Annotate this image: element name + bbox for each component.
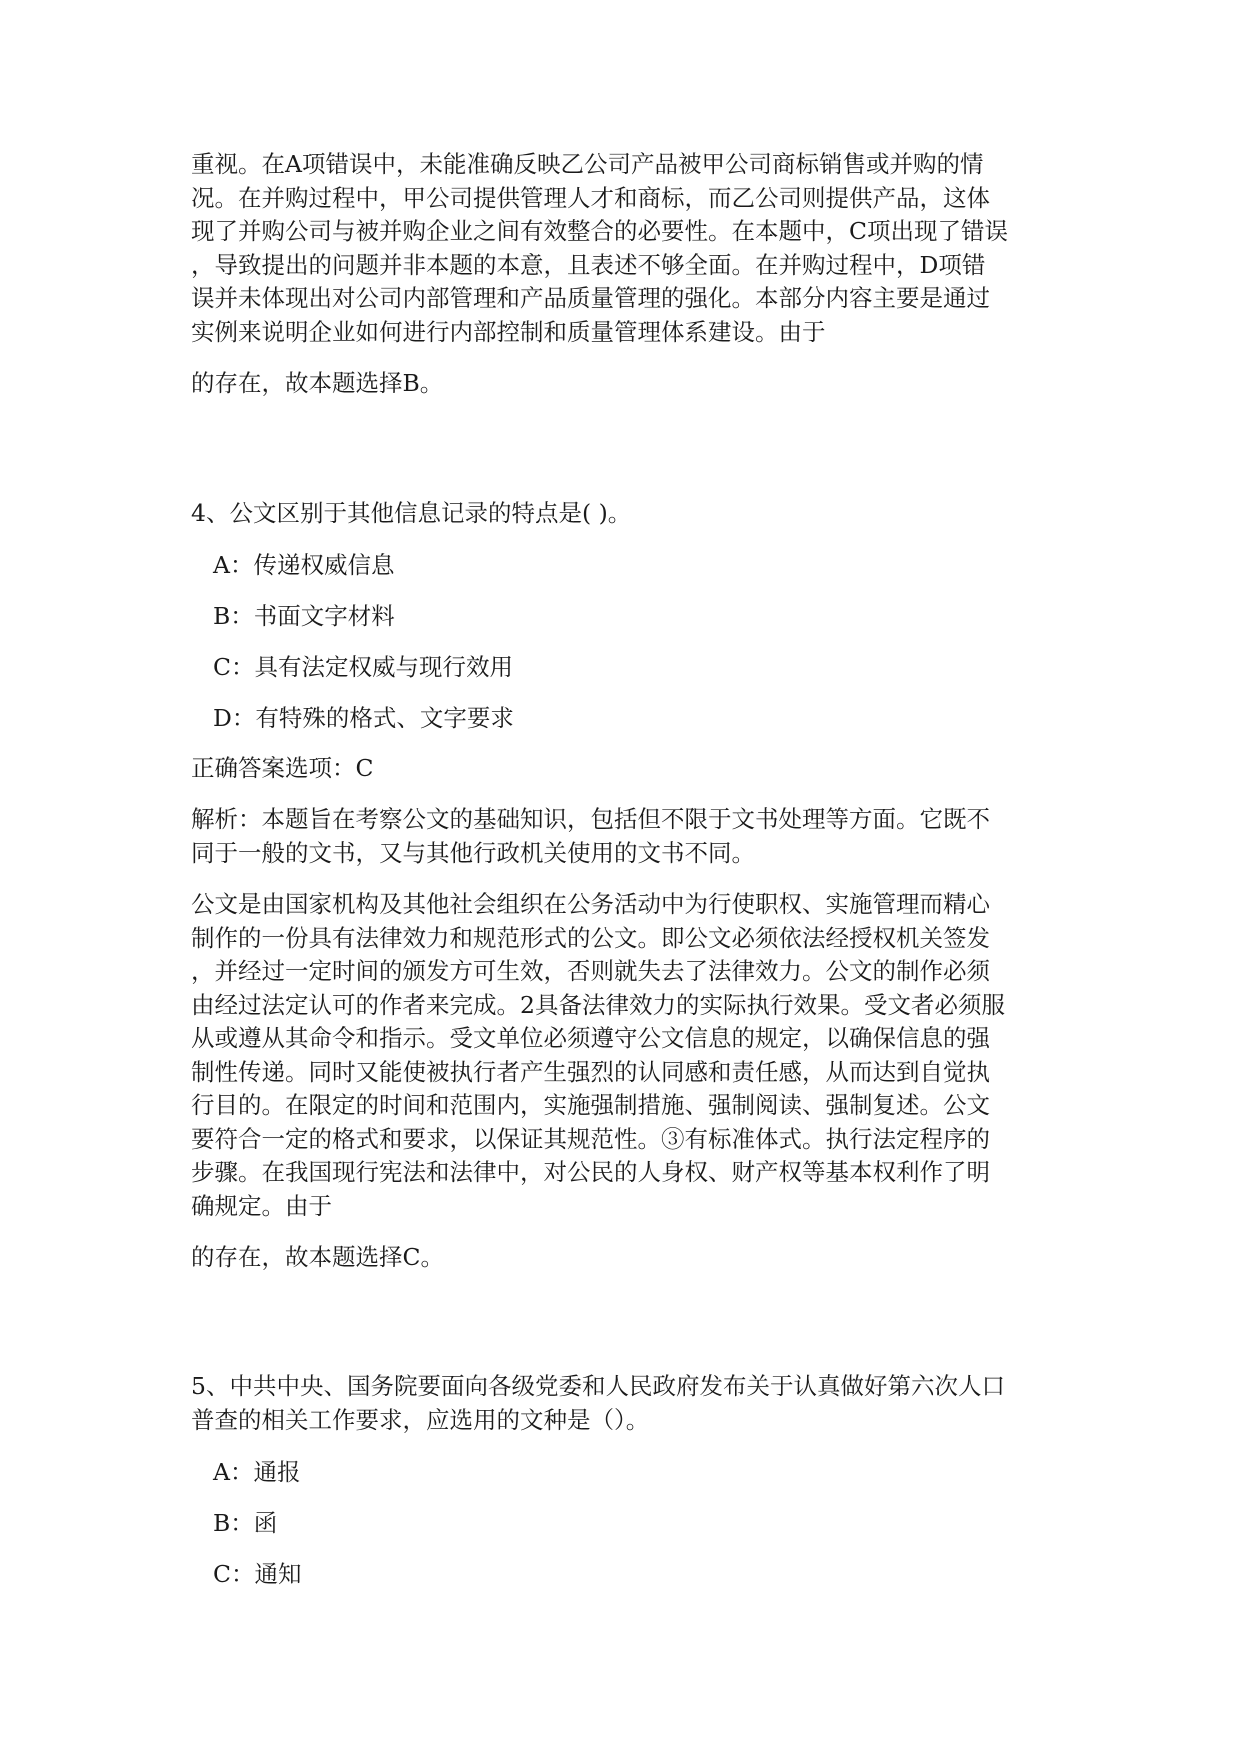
q4-option-a: A：传递权威信息	[213, 551, 395, 579]
q4-answer: 正确答案选项：C	[191, 754, 374, 782]
text-line: 行目的。在限定的时间和范围内，实施强制措施、强制阅读、强制复述。公文	[191, 1091, 990, 1119]
q4-option-b: B：书面文字材料	[213, 602, 395, 630]
q3-explanation	[191, 148, 1008, 349]
q3-conclusion: 的存在，故本题选择B。	[191, 369, 444, 397]
q4-option-d: D：有特殊的格式、文字要求	[213, 704, 514, 732]
q4-option-c: C：具有法定权威与现行效用	[213, 653, 513, 681]
text-line: 普查的相关工作要求，应选用的文种是（）。	[191, 1405, 650, 1434]
text-line: 由经过法定认可的作者来完成。2具备法律效力的实际执行效果。受文者必须服	[191, 990, 1005, 1019]
text-line: 要符合一定的格式和要求，以保证其规范性。③有标准体式。执行法定程序的	[191, 1124, 990, 1153]
text-line: 制性传递。同时又能使被执行者产生强烈的认同感和责任感，从而达到自觉执	[191, 1057, 990, 1086]
q5-stem	[191, 1370, 1005, 1437]
q5-option-a: A：通报	[213, 1458, 301, 1486]
text-line: 现了并购公司与被并购企业之间有效整合的必要性。在本题中，C项出现了错误	[191, 217, 1008, 245]
text-line: 公文是由国家机构及其他社会组织在公务活动中为行使职权、实施管理而精心	[191, 890, 990, 918]
q4-conclusion: 的存在，故本题选择C。	[191, 1243, 444, 1271]
text-line: 制作的一份具有法律效力和规范形式的公文。即公文必须依法经授权机关签发	[191, 923, 990, 952]
text-line: 误并未体现出对公司内部管理和产品质量管理的强化。本部分内容主要是通过	[191, 284, 990, 312]
text-line: 同于一般的文书，又与其他行政机关使用的文书不同。	[191, 838, 755, 867]
text-line: 解析：本题旨在考察公文的基础知识，包括但不限于文书处理等方面。它既不	[191, 805, 990, 833]
q5-option-b: B：函	[213, 1509, 278, 1537]
q4-analysis	[191, 803, 990, 870]
text-line: 实例来说明企业如何进行内部控制和质量管理体系建设。由于	[191, 317, 826, 346]
text-line: ，并经过一定时间的颁发方可生效，否则就失去了法律效力。公文的制作必须	[191, 957, 990, 985]
text-line: 重视。在A项错误中，未能准确反映乙公司产品被甲公司商标销售或并购的情	[191, 150, 984, 178]
text-line: 况。在并购过程中，甲公司提供管理人才和商标，而乙公司则提供产品，这体	[191, 183, 990, 212]
text-line: 从或遵从其命令和指示。受文单位必须遵守公文信息的规定，以确保信息的强	[191, 1024, 990, 1052]
q4-body	[191, 888, 1005, 1223]
text-line: 步骤。在我国现行宪法和法律中，对公民的人身权、财产权等基本权利作了明	[191, 1158, 990, 1186]
text-line: ，导致提出的问题并非本题的本意，且表述不够全面。在并购过程中，D项错	[191, 250, 986, 279]
text-line: 5、中共中央、国务院要面向各级党委和人民政府发布关于认真做好第六次人口	[191, 1372, 1005, 1400]
q5-option-c: C：通知	[213, 1560, 302, 1588]
q4-stem: 4、公文区别于其他信息记录的特点是( )。	[191, 499, 632, 527]
text-line: 确规定。由于	[191, 1191, 332, 1220]
